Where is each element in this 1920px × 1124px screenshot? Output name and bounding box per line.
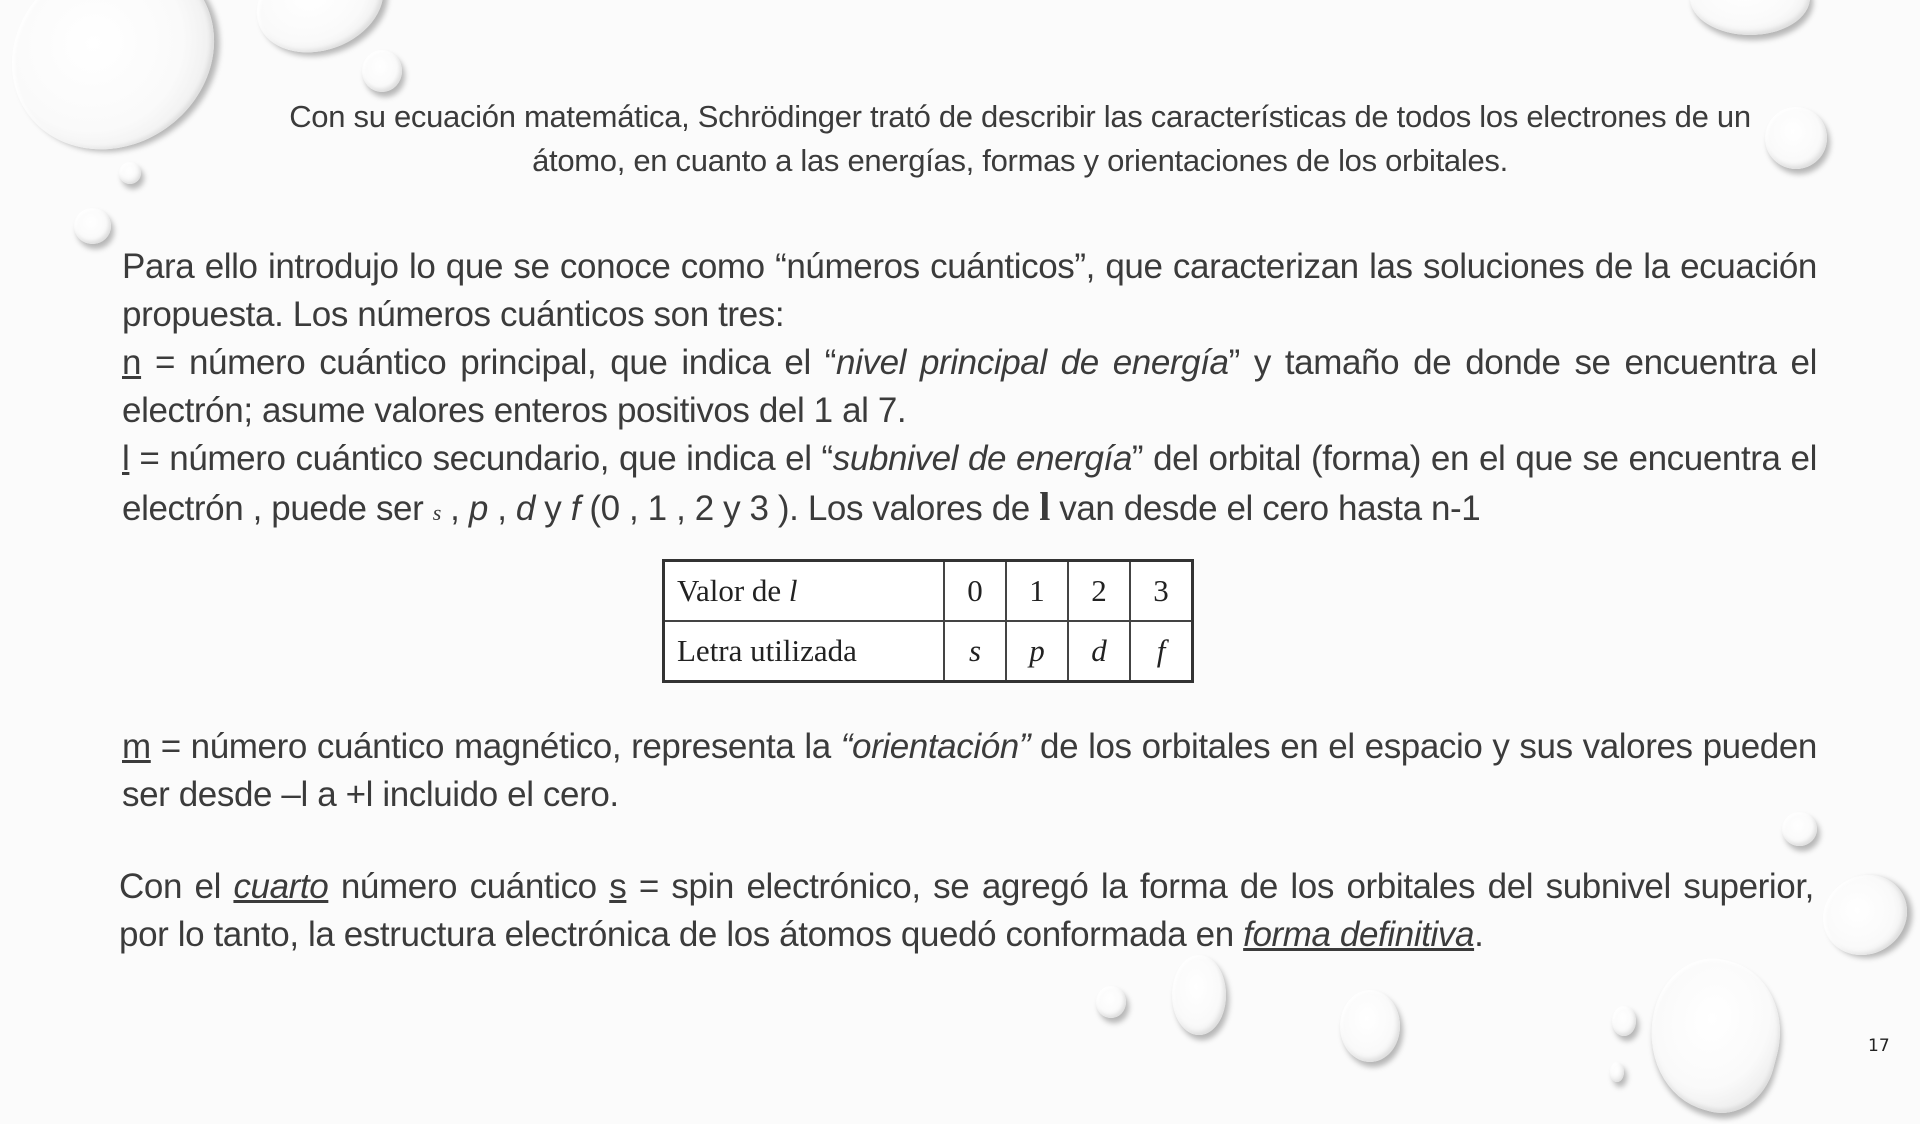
water-drop-decoration <box>1172 955 1226 1035</box>
row-label: Letra utilizada <box>664 621 945 682</box>
label-text: Valor de <box>677 573 789 608</box>
water-drop-decoration <box>74 208 111 244</box>
forma-definitiva-emphasis: forma definitiva <box>1243 915 1475 954</box>
l-symbol: l <box>122 439 130 478</box>
separator: , <box>440 489 469 528</box>
s-symbol: s <box>609 867 627 906</box>
label-italic: l <box>788 573 798 608</box>
d-letter: d <box>515 489 535 528</box>
intro-text: Con su ecuación matemática, Schrödinger trató de describir las características de todos los electrones de un átomo, en cuanto a las energías, formas y orientaciones de los orbitales. <box>289 99 1751 178</box>
n-text: = número cuántico principal, que indica el “ <box>141 343 837 382</box>
s-paragraph <box>119 863 1814 959</box>
s-text: Con el <box>119 867 234 906</box>
water-drop-decoration <box>1340 990 1400 1062</box>
l-text: = número cuántico secundario, que indica el “ <box>129 439 833 478</box>
table-cell: s <box>944 621 1006 682</box>
table-row <box>664 621 1193 682</box>
intro-paragraph: Para ello introdujo lo que se conoce como “números cuánticos”, que caracterizan las soluciones de la ecuación propuesta. Los números cuánticos son tres: <box>122 247 1817 334</box>
m-text: = número cuántico magnético, representa la <box>150 727 841 766</box>
s-quantum-number-item <box>119 863 1814 959</box>
m-quantum-number-item <box>122 723 1817 819</box>
table-row <box>664 561 1193 622</box>
water-drop-decoration <box>1690 0 1810 35</box>
s-text-end: = spin electrónico, se agregó la forma de los orbitales del subnivel superior, por lo tanto, la estructura electrónica de los átomos quedó conformada en <box>119 867 1814 954</box>
water-drop-decoration <box>362 50 402 92</box>
row-label <box>664 561 945 622</box>
l-text-mid: ” del orbital (forma) en el que se encuentra el electrón , puede ser <box>122 439 1817 528</box>
m-paragraph <box>122 723 1817 819</box>
water-drop-decoration <box>1096 986 1126 1018</box>
f-letter: f <box>570 489 581 528</box>
orbital-letter-table <box>662 559 1194 683</box>
table-cell: 1 <box>1006 561 1068 622</box>
water-drop-decoration <box>1610 1062 1624 1082</box>
conjunction: y <box>534 489 571 528</box>
l-glyph: l <box>1039 484 1050 529</box>
p-letter: p <box>468 489 488 528</box>
n-symbol: n <box>122 343 142 382</box>
table-cell: 3 <box>1130 561 1193 622</box>
l-quantum-number-item <box>122 435 1817 537</box>
n-quantum-number-item <box>122 339 1817 435</box>
water-drop-decoration <box>1633 946 1797 1124</box>
page-number: 17 <box>1868 1036 1890 1056</box>
water-drop-decoration <box>0 0 252 188</box>
water-drop-decoration <box>1808 860 1920 971</box>
m-symbol: m <box>122 727 151 766</box>
water-drop-decoration <box>1612 1006 1636 1036</box>
table-cell: 0 <box>944 561 1006 622</box>
s-letter: s <box>432 500 441 525</box>
period: . <box>1474 915 1484 954</box>
table-cell: p <box>1006 621 1068 682</box>
s-text-mid: número cuántico <box>328 867 610 906</box>
cuarto-emphasis: cuarto <box>233 867 329 906</box>
m-italic: “orientación” <box>840 727 1031 766</box>
table-cell: d <box>1068 621 1130 682</box>
l-values: (0 , 1 , 2 y 3 ). Los valores de <box>580 489 1040 528</box>
table-cell: f <box>1130 621 1193 682</box>
separator: , <box>487 489 516 528</box>
n-italic: nivel principal de energía <box>836 343 1229 382</box>
water-drop-decoration <box>119 162 141 184</box>
m-text-end: de los orbitales en el espacio y sus valores pueden ser desde –l a +l incluido el cero. <box>122 727 1817 814</box>
n-text-end: ” y tamaño de donde se encuentra el electrón; asume valores enteros positivos del 1 al 7. <box>122 343 1817 430</box>
quantum-numbers-body <box>122 243 1817 537</box>
l-tail: van desde el cero hasta n-1 <box>1049 489 1481 528</box>
l-italic: subnivel de energía <box>832 439 1132 478</box>
table-cell: 2 <box>1068 561 1130 622</box>
